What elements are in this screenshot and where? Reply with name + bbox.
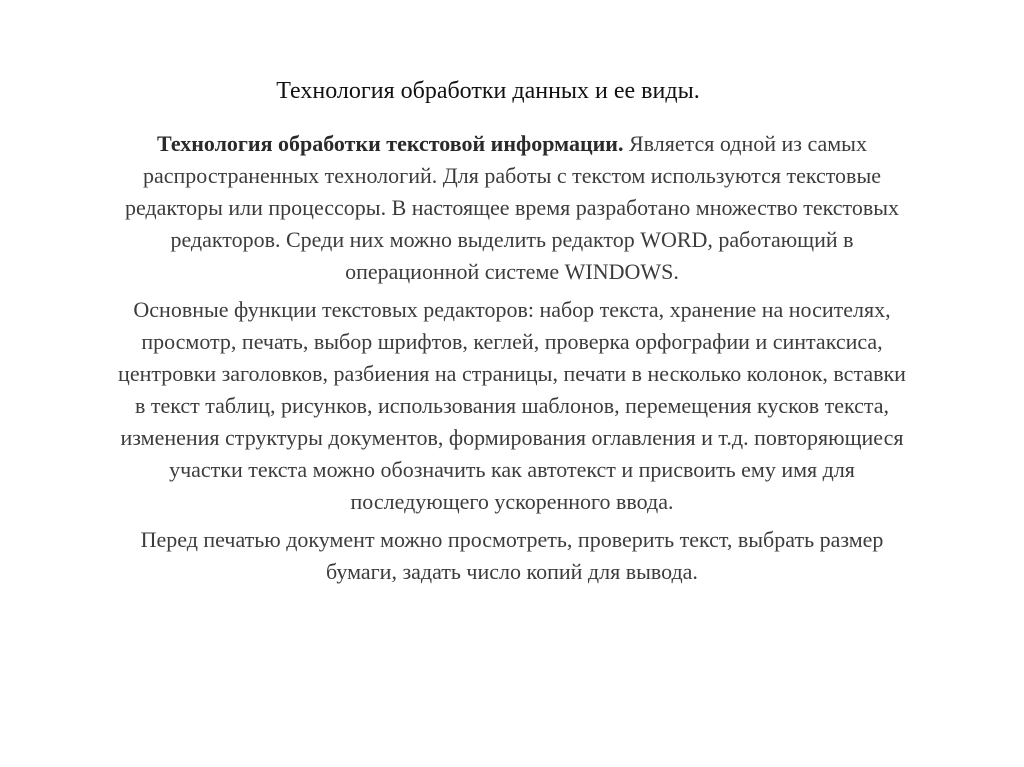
paragraph-editor-functions — [112, 294, 912, 518]
paragraph-printing — [112, 524, 912, 588]
paragraph-bold-lead: Технология обработки текстовой информации. — [157, 131, 624, 156]
slide-body — [112, 128, 912, 594]
paragraph-text: Основные функции текстовых редакторов: набор текста, хранение на носителях, просмотр, печать, выбор шрифтов, кеглей, проверка орфографии и синтаксиса, центровки заголовков, разбиения на страницы, печати в несколько колонок, вставки в текст таблиц, рисунков, использования шаблонов, перемещения кусков текста, изменения структуры документов, формирования оглавления и т.д. повторяющиеся участки текста можно обозначить как автотекст и присвоить ему имя для последующего ускоренного ввода. — [118, 297, 906, 514]
paragraph-text: Является одной из самых распространенных технологий. Для работы с текстом используются текстовые редакторы или процессоры. В настоящее время разработано множество текстовых редакторов. Среди них можно выделить редактор WORD, работающий в операционной системе WINDOWS. — [124, 131, 900, 284]
slide-title: Технология обработки данных и ее виды. — [276, 78, 700, 104]
paragraph-text: Перед печатью документ можно просмотреть, проверить текст, выбрать размер бумаги, задать число копий для вывода. — [140, 527, 884, 584]
paragraph-text-processing — [112, 128, 912, 288]
